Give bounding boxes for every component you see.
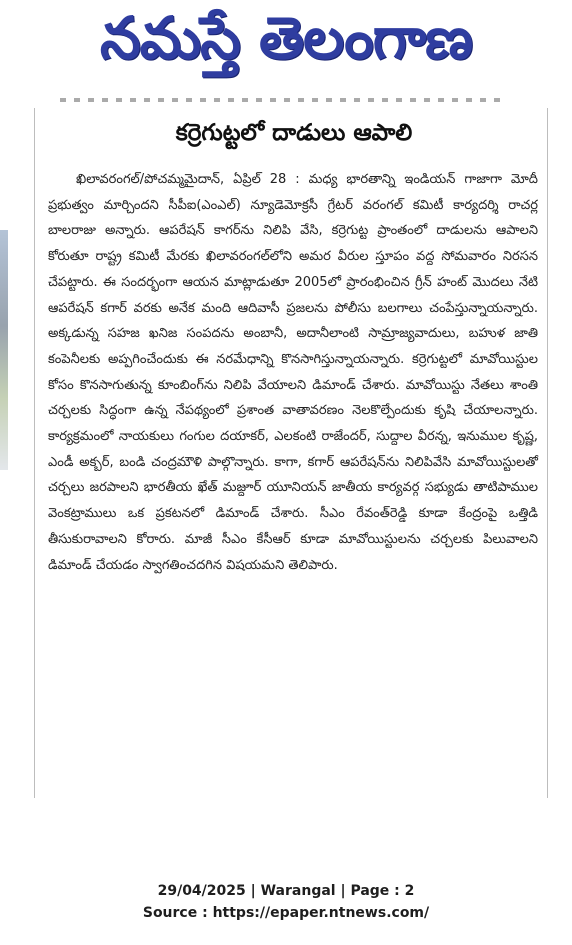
edition-info: 29/04/2025 | Warangal | Page : 2	[157, 883, 415, 899]
column-rule-right	[547, 108, 548, 798]
newspaper-masthead	[40, 2, 532, 88]
article-headline: కర్రెగుట్టలో దాడులు ఆపాలి	[175, 120, 413, 146]
masthead-title: నమస్తే తెలంగాణ	[100, 3, 472, 72]
adjacent-column-left	[0, 95, 22, 805]
article-body: ఖిలావరంగల్/పోచమ్మమైదాన్, ఏప్రిల్ 28 : మధ్య భారతాన్ని ఇండియన్ గాజాగా మోదీ ప్రభుత్వం మార్చిందని సీపీఐ(ఎంఎల్) న్యూడెమోక్రసీ గ్రేటర్ వరంగల్ కమిటీ కార్యదర్శి రాచర్ల బాలరాజు అన్నారు. ఆపరేషన్ కాగర్‌ను నిలిపి వేసి, కర్రెగుట్ట ప్రాంతంలో దాడులను ఆపాలని కోరుతూ రాష్ట్ర కమిటీ మేరకు ఖిలావరంగల్‌లోని అమర వీరుల స్తూపం వద్ద సోమవారం నిరసన చేపట్టారు. ఈ సందర్భంగా ఆయన మాట్లాడుతూ 2005లో ప్రారంభించిన గ్రీన్ హంట్ మొదలు నేటి ఆపరేషన్ కగార్ వరకు అనేక మంది ఆదివాసీ ప్రజలను పోలీసు బలగాలు చంపేస్తున్నాయన్నారు. అక్కడున్న సహజ ఖనిజ సంపదను అంబానీ, అదానీలాంటి సామ్రాజ్యవాదులు, బహుళ జాతి కంపెనీలకు అప్పగించేందుకు ఈ నరమేధాన్ని కొనసాగిస్తున్నాయన్నారు. కర్రెగుట్టలో మావోయిస్టుల కోసం కొనసాగుతున్న కూంబింగ్‌ను నిలిపి వేయాలని డిమాండ్ చేశారు. మావోయిస్టు నేతలు శాంతి చర్చలకు సిద్ధంగా ఉన్న నేపథ్యంలో ప్రశాంత వాతావరణం నెలకొల్పేందుకు కృషి చేయాలన్నారు. కార్యక్రమంలో నాయకులు గంగుల దయాకర్, ఎలకంటి రాజేందర్, సుద్దాల వీరన్న, ఇనుముల కృష్ణ, ఎండీ అక్బర్, బండి చంద్రమౌళి పాల్గొన్నారు. కాగా, కగార్ ఆపరేషన్‌ను నిలిపివేసి మావోయిస్టులతో చర్చలు జరపాలని భారతీయ ఖేత్ మజ్దూర్ యూనియన్ జాతీయ కార్యవర్గ సభ్యుడు తాటిపాముల వెంకట్రాములు ఒక ప్రకటనలో డిమాండ్ చేశారు. సీఎం రేవంత్‌రెడ్డి కూడా కేంద్రంపై ఒత్తిడి తీసుకురావాలని కోరారు. మాజీ సీఎం కేసీఆర్ కూడా మావోయిస్టులను చర్చలకు పిలువాలని డిమాండ్ చేయడం స్వాగతించదగిన విషయమని తెలిపారు.	[48, 172, 538, 573]
column-rule-left	[34, 108, 35, 798]
clipping-top-edge	[60, 94, 500, 104]
adjacent-photo-fragment	[0, 230, 8, 470]
source-link[interactable]: Source : https://epaper.ntnews.com/	[142, 905, 430, 921]
adjacent-column-right	[550, 95, 572, 805]
